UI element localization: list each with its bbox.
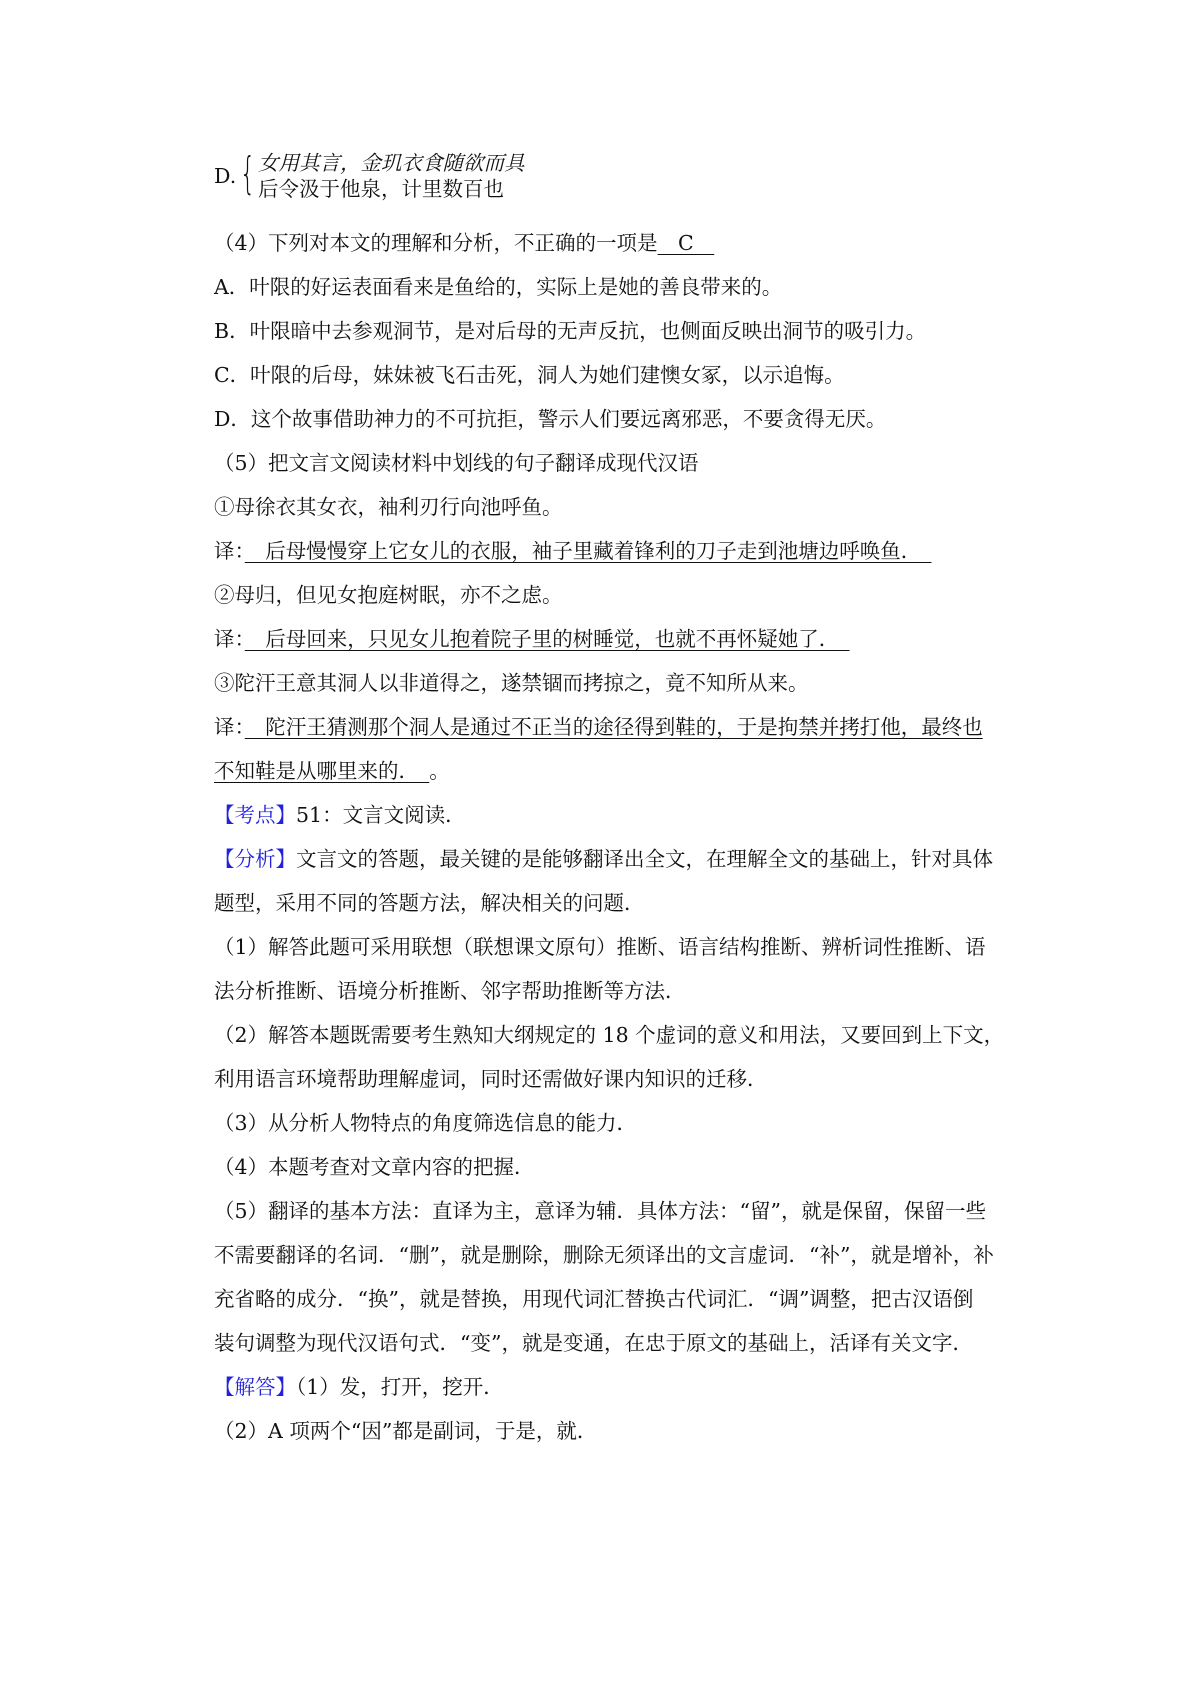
fenxi-text: 文言文的答题，最关键的是能够翻译出全文，在理解全文的基础上，针对具体 <box>296 847 993 871</box>
fenxi-point-1b: 法分析推断、语境分析推断、邻字帮助推断等方法． <box>214 979 686 1003</box>
fenxi-line-2: 题型，采用不同的答题方法，解决相关的问题． <box>214 891 645 915</box>
fenxi-point-5a: （5）翻译的基本方法：直译为主，意译为辅．具体方法：“留”，就是保留，保留一些 <box>214 1199 987 1223</box>
translation-text-cont: 不知鞋是从哪里来的． <box>214 759 430 783</box>
jieda-line-2: （2）A 项两个“因”都是副词，于是，就． <box>214 1419 598 1443</box>
fenxi-tag: 【分析】 <box>214 847 296 871</box>
q5-translation-1 <box>214 536 932 566</box>
q4-option-c: C．叶限的后母，妹妹被飞石击死，洞人为她们建懊女冢，以示追悔。 <box>214 363 845 387</box>
option-d-line-1: 女用其言，金玑衣食随欲而具 <box>258 151 525 175</box>
translation-text: 后母慢慢穿上它女儿的衣服，袖子里藏着锋利的刀子走到池塘边呼唤鱼． <box>244 539 932 563</box>
q4-stem <box>214 228 714 258</box>
q4-option-d: D．这个故事借助神力的不可抗拒，警示人们要远离邪恶，不要贪得无厌。 <box>214 407 887 431</box>
jieda-line-1 <box>214 1372 504 1402</box>
translation-end-mark: 。 <box>429 759 450 783</box>
q4-answer: C <box>657 231 715 255</box>
kaodian-text: 51：文言文阅读． <box>296 803 466 827</box>
fenxi-line-1 <box>214 844 993 874</box>
fenxi-point-2a: （2）解答本题既需要考生熟知大纲规定的 18 个虚词的意义和用法，又要回到上下文， <box>214 1023 1005 1047</box>
q4-option-a: A．叶限的好运表面看来是鱼给的，实际上是她的善良带来的。 <box>214 275 783 299</box>
translation-label: 译： <box>214 539 245 563</box>
fenxi-point-1a: （1）解答此题可采用联想（联想课文原句）推断、语言结构推断、辨析词性推断、语 <box>214 935 986 959</box>
q5-sentence-3: ③陀汗王意其洞人以非道得之，遂禁锢而拷掠之，竟不知所从来。 <box>214 671 809 695</box>
q5-sentence-1: ①母徐衣其女衣，袖利刃行向池呼鱼。 <box>214 495 563 519</box>
q5-stem: （5）把文言文阅读材料中划线的句子翻译成现代汉语 <box>214 451 699 475</box>
kaodian-tag: 【考点】 <box>214 803 296 827</box>
q4-stem-text: （4）下列对本文的理解和分析，不正确的一项是 <box>214 231 658 255</box>
translation-text: 后母回来，只见女儿抱着院子里的树睡觉，也就不再怀疑她了． <box>244 627 850 651</box>
jieda-tag: 【解答】 <box>214 1375 296 1399</box>
jieda-text: （1）发，打开，挖开． <box>296 1375 504 1399</box>
left-brace-icon: { <box>240 148 256 199</box>
translation-label: 译： <box>214 627 245 651</box>
kaodian-line <box>214 800 466 830</box>
fenxi-point-5d: 装句调整为现代汉语句式．“变”，就是变通，在忠于原文的基础上，活译有关文字． <box>214 1331 973 1355</box>
q5-translation-3-cont <box>214 756 450 786</box>
fenxi-point-5b: 不需要翻译的名词．“删”，就是删除，删除无须译出的文言虚词．“补”，就是增补，补 <box>214 1243 994 1267</box>
fenxi-point-3: （3）从分析人物特点的角度筛选信息的能力． <box>214 1111 638 1135</box>
fenxi-point-5c: 充省略的成分．“换”，就是替换，用现代词汇替换古代词汇．“调”调整，把古汉语倒 <box>214 1287 974 1311</box>
translation-label: 译： <box>214 715 245 739</box>
option-d-label: D. <box>214 164 237 188</box>
q5-sentence-2: ②母归，但见女抱庭树眠，亦不之虑。 <box>214 583 563 607</box>
fenxi-point-2b: 利用语言环境帮助理解虚词，同时还需做好课内知识的迁移． <box>214 1067 768 1091</box>
option-d-line-2: 后令汲于他泉，计里数百也 <box>258 177 504 201</box>
q5-translation-3 <box>214 712 983 742</box>
q5-translation-2 <box>214 624 850 654</box>
fenxi-point-4: （4）本题考查对文章内容的把握． <box>214 1155 535 1179</box>
translation-text: 陀汗王猜测那个洞人是通过不正当的途径得到鞋的，于是拘禁并拷打他，最终也 <box>244 715 983 739</box>
q4-option-b: B．叶限暗中去参观洞节，是对后母的无声反抗，也侧面反映出洞节的吸引力。 <box>214 319 927 343</box>
